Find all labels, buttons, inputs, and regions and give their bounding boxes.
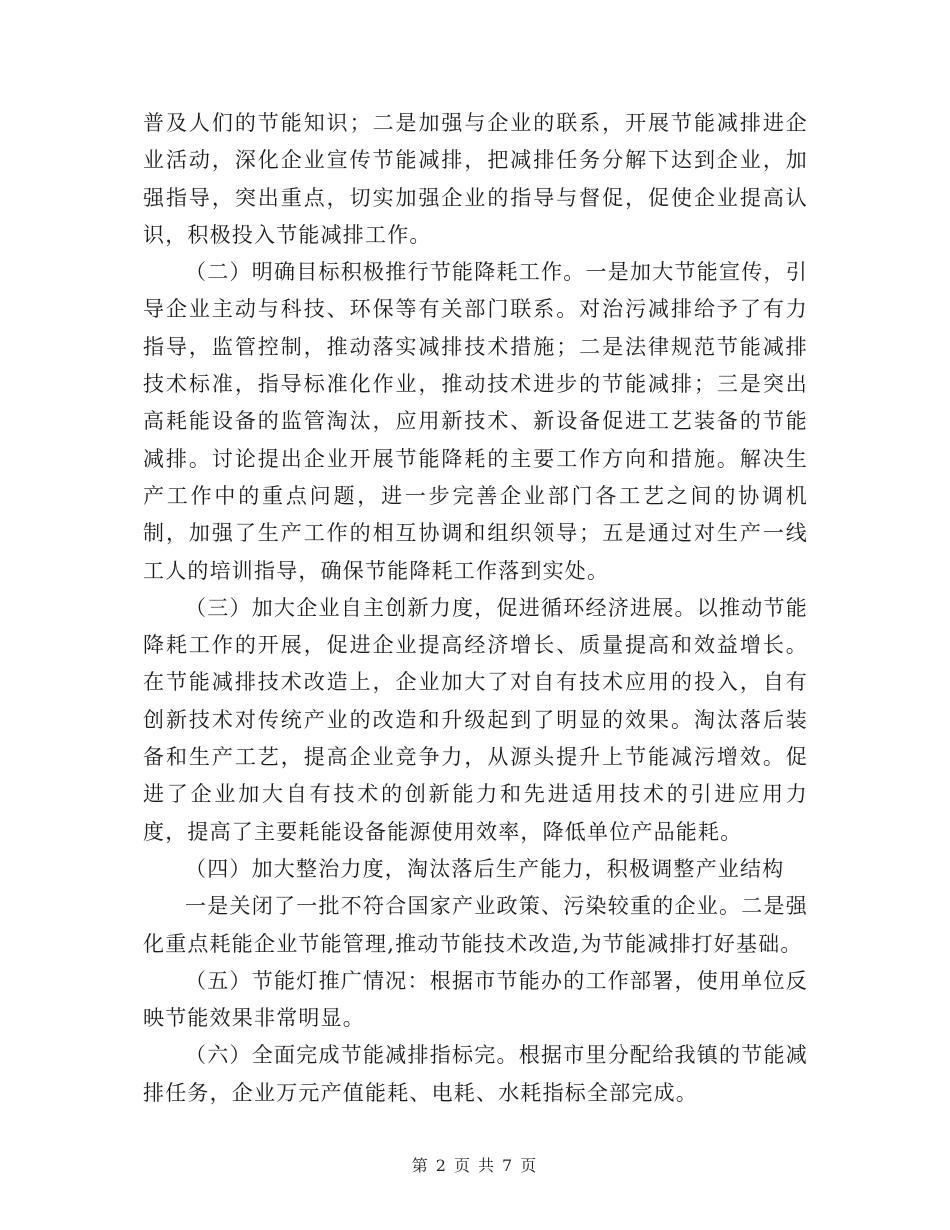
paragraph-section-3: （三）加大企业自主创新力度，促进循环经济进展。以推动节能降耗工作的开展，促进企业提高经济增长、质量提高和效益增长。在节能减排技术改造上，企业加大了对自有技术应用的投入，自有创新技术对传统产业的改造和升级起到了明显的效果。淘汰落后装备和生产工艺，提高企业竞争力，从源头提升上节能减污增效。促进了企业加大自有技术的创新能力和先进适用技术的引进应用力度，提高了主要耗能设备能源使用效率，降低单位产品能耗。 xyxy=(143,595,808,844)
footer-prefix: 第 xyxy=(411,1156,430,1175)
footer-total-word: 共 xyxy=(478,1156,497,1175)
page-footer xyxy=(0,1153,950,1176)
paragraph-section-5: （五）节能灯推广情况：根据市节能办的工作部署，使用单位反映节能效果非常明显。 xyxy=(143,968,808,1031)
paragraph-section-2: （二）明确目标积极推行节能降耗工作。一是加大节能宣传，引导企业主动与科技、环保等有关部门联系。对治污减排给予了有力指导，监管控制，推动落实减排技术措施；二是法律规范节能减排技术标准，指导标准化作业，推动技术进步的节能减排；三是突出高耗能设备的监管淘汰，应用新技术、新设备促进工艺装备的节能减排。讨论提出企业开展节能降耗的主要工作方向和措施。解决生产工作中的重点问题，进一步完善企业部门各工艺之间的协调机制，加强了生产工作的相互协调和组织领导；五是通过对生产一线工人的培训指导，确保节能降耗工作落到实处。 xyxy=(143,260,808,583)
paragraph-section-6: （六）全面完成节能减排指标完。根据市里分配给我镇的节能减排任务，企业万元产值能耗、电耗、水耗指标全部完成。 xyxy=(143,1043,808,1105)
paragraph-section-4-heading: （四）加大整治力度，淘汰落后生产能力，积极调整产业结构 xyxy=(185,856,785,881)
paragraph-section-4-body: 一是关闭了一批不符合国家产业政策、污染较重的企业。二是强化重点耗能企业节能管理,推动节能技术改造,为节能减排打好基础。 xyxy=(143,894,808,956)
footer-page-unit: 页 xyxy=(453,1156,472,1175)
footer-total-pages: 7 xyxy=(502,1156,515,1175)
document-body xyxy=(143,105,808,1112)
footer-current-page: 2 xyxy=(435,1156,448,1175)
paragraph-continuation: 普及人们的节能知识；二是加强与企业的联系，开展节能减排进企业活动，深化企业宣传节能减排，把减排任务分解下达到企业，加强指导，突出重点，切实加强企业的指导与督促，促使企业提高认识，积极投入节能减排工作。 xyxy=(143,111,808,247)
footer-suffix: 页 xyxy=(520,1156,539,1175)
